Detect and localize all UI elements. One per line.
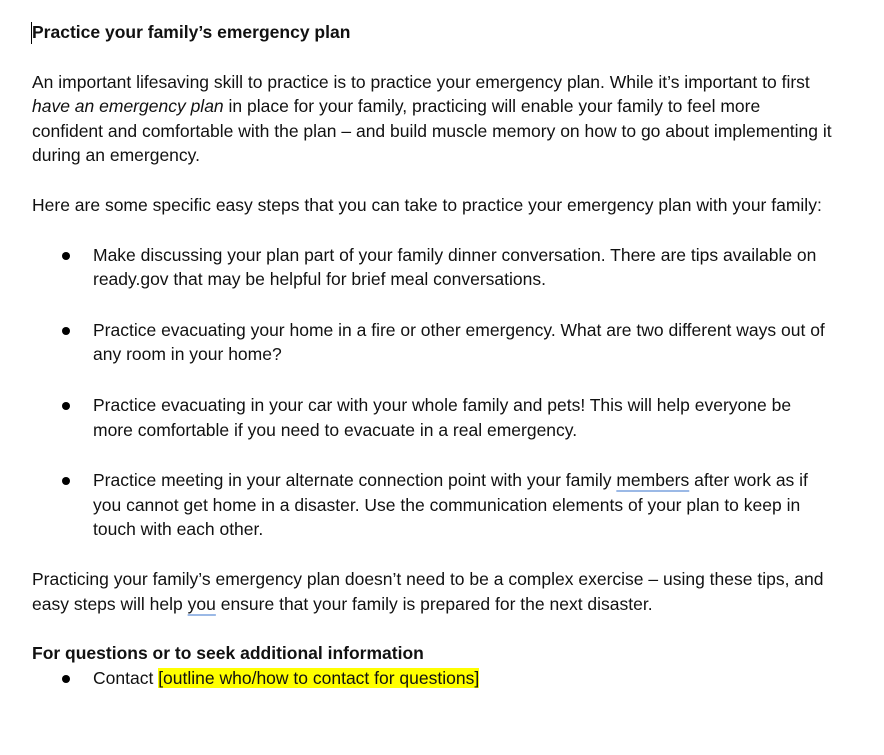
bullet-icon <box>62 675 70 683</box>
highlighted-placeholder: [outline who/how to contact for questions] <box>158 667 480 688</box>
intro-paragraph <box>32 70 832 168</box>
list-item-text: Make discussing your plan part of your family dinner conversation. There are tips available on ready.gov that may be helpful for brief meal conversations. <box>93 244 817 290</box>
spellcheck-flagged-word[interactable]: members <box>616 470 690 491</box>
list-item <box>32 318 832 367</box>
text-cursor <box>31 22 32 44</box>
list-item <box>32 393 832 442</box>
intro-text-1: An important lifesaving skill to practice is to practice your emergency plan. While it’s important to first <box>32 71 810 92</box>
questions-heading: For questions or to seek additional information <box>32 643 424 664</box>
bullet-icon <box>62 402 70 410</box>
contact-label: Contact <box>93 667 159 688</box>
closing-paragraph <box>32 567 832 616</box>
document-heading <box>32 20 832 45</box>
list-item-text: Practice meeting in your alternate connection point with your family <box>93 470 617 491</box>
list-item <box>32 468 832 542</box>
bullet-icon <box>62 327 70 335</box>
steps-intro-paragraph: Here are some specific easy steps that you can take to practice your emergency plan with your family: <box>32 194 822 215</box>
intro-italic: have an emergency plan <box>32 96 224 117</box>
steps-list <box>32 243 832 542</box>
closing-text-2: ensure that your family is prepared for the next disaster. <box>215 593 653 614</box>
intro-text-2: in place for your family, practicing will enable your family to feel more confident and comfortable with the plan – and build muscle memory on how to go about implementing it during an emergency. <box>32 96 832 166</box>
bullet-icon <box>62 252 70 260</box>
contact-list <box>32 666 832 691</box>
list-item-text: after work as if you cannot get home in a disaster. Use the communication elements of your plan to keep in touch with each other. <box>93 470 808 540</box>
list-item-text: Practice evacuating your home in a fire or other emergency. What are two different ways out of any room in your home? <box>93 319 825 365</box>
list-item <box>32 666 832 691</box>
heading-text: Practice your family’s emergency plan <box>32 22 351 42</box>
spellcheck-flagged-word[interactable]: you <box>187 593 216 614</box>
list-item <box>32 243 832 292</box>
bullet-icon <box>62 477 70 485</box>
document-body <box>32 20 832 690</box>
list-item-text: Practice evacuating in your car with your whole family and pets! This will help everyone be more comfortable if you need to evacuate in a real emergency. <box>93 394 792 440</box>
closing-text-1: Practicing your family’s emergency plan doesn’t need to be a complex exercise – using these tips, and easy steps will help <box>32 568 824 614</box>
